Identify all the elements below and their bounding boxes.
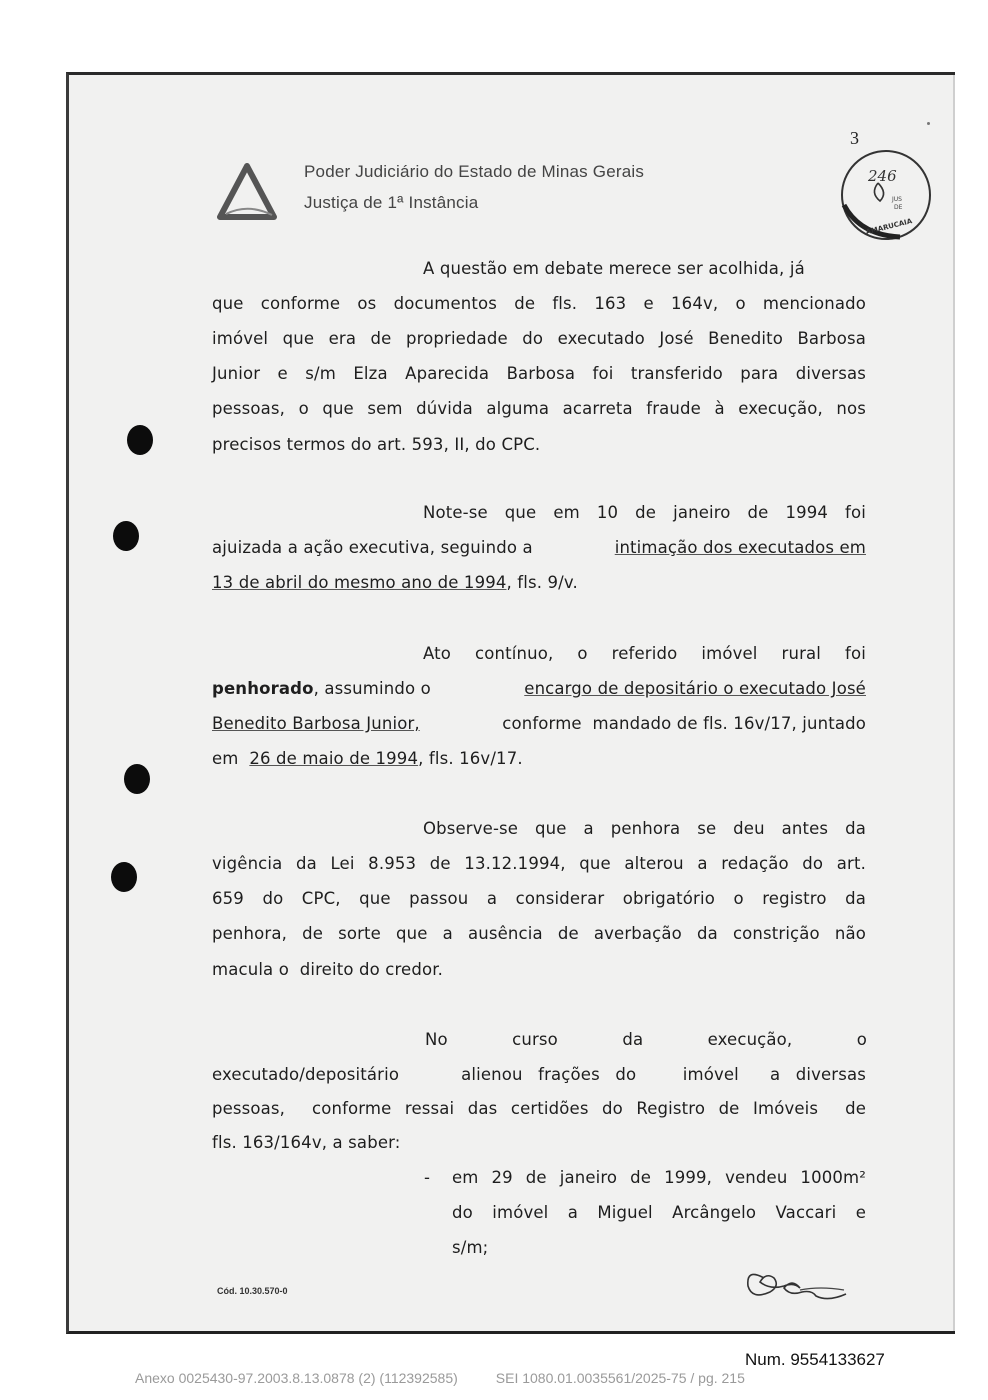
paragraph-1-line-6: precisos termos do art. 593, II, do CPC.	[212, 435, 541, 454]
paragraph-1-line-4: Junior e s/m Elza Aparecida Barbosa foi transferido para diversas	[212, 364, 866, 383]
stamp-handwritten-number: 246	[868, 167, 897, 185]
punch-hole	[124, 764, 150, 794]
paragraph-2-text: ajuizada a ação executiva, seguindo a	[212, 538, 533, 557]
speck	[927, 122, 930, 125]
judiciary-logo-icon	[216, 163, 278, 221]
underlined-depositary-phrase: encargo de depositário o executado José	[524, 679, 866, 698]
paragraph-3-line-4	[212, 749, 523, 768]
sei-reference: SEI 1080.01.0035561/2025-75 / pg. 215	[495, 1370, 745, 1386]
list-item-line-3: s/m;	[452, 1238, 489, 1257]
paragraph-5-line-2: executado/depositário alienou frações do imóvel a diversas	[212, 1065, 866, 1084]
paragraph-3-line-1: Ato contínuo, o referido imóvel rural foi	[423, 644, 866, 663]
header-instance: Justiça de 1ª Instância	[304, 193, 479, 212]
svg-text:JUS: JUS	[892, 196, 902, 203]
paragraph-2-line-2	[212, 538, 866, 557]
paragraph-4-line-4: penhora, de sorte que a ausência de averbação da constrição não	[212, 924, 866, 943]
paragraph-3-warrant-text: conforme mandado de fls. 16v/17, juntado	[496, 714, 866, 733]
word: da	[622, 1030, 644, 1049]
bold-penhorado: penhorado	[212, 679, 314, 698]
header-court-name: Poder Judiciário do Estado de Minas Gerais	[304, 162, 645, 181]
word: curso	[512, 1030, 558, 1049]
paragraph-4-line-2: vigência da Lei 8.953 de 13.12.1994, que alterou a redação do art.	[212, 854, 866, 873]
page-number: 3	[850, 128, 859, 148]
paragraph-3-citation: , fls. 16v/17.	[418, 749, 523, 768]
handwritten-signature-icon	[742, 1260, 852, 1302]
footer-reference	[135, 1370, 745, 1386]
paragraph-3-prefix: em	[212, 749, 250, 768]
svg-text:DE: DE	[894, 204, 903, 211]
annex-reference: Anexo 0025430-97.2003.8.13.0878 (2) (112392585)	[135, 1370, 458, 1386]
paragraph-1-line-2: que conforme os documentos de fls. 163 e 164v, o mencionado	[212, 294, 866, 313]
paragraph-5-line-1	[425, 1030, 867, 1049]
paragraph-4-line-5: macula o direito do credor.	[212, 960, 444, 979]
paragraph-1-line-5: pessoas, o que sem dúvida alguma acarreta fraude à execução, nos	[212, 399, 866, 418]
list-item-line-1: em 29 de janeiro de 1999, vendeu 1000m²	[452, 1168, 866, 1187]
paragraph-4-line-1: Observe-se que a penhora se deu antes da	[423, 819, 866, 838]
svg-text:AMARUCAIA: AMARUCAIA	[864, 217, 913, 237]
list-item-dash: -	[424, 1168, 431, 1187]
underlined-summons-phrase: intimação dos executados em	[614, 538, 866, 557]
paragraph-1-line-3: imóvel que era de propriedade do executado José Benedito Barbosa	[212, 329, 866, 348]
underlined-may-date: 26 de maio de 1994	[249, 749, 419, 768]
paragraph-1-line-1: A questão em debate merece ser acolhida, já	[423, 259, 805, 278]
paragraph-2-line-3	[212, 573, 578, 592]
paragraph-4-line-3: 659 do CPC, que passou a considerar obrigatório o registro da	[212, 889, 866, 908]
word: execução,	[707, 1030, 793, 1049]
paragraph-2-line-1: Note-se que em 10 de janeiro de 1994 foi	[423, 503, 866, 522]
paragraph-3-line-3	[212, 714, 866, 733]
underlined-name-phrase: Benedito Barbosa Junior,	[212, 714, 420, 733]
paragraph-2-citation: , fls. 9/v.	[506, 573, 578, 592]
paragraph-3-text: , assumindo o	[313, 679, 437, 698]
paragraph-5-line-4: fls. 163/164v, a saber:	[212, 1133, 401, 1152]
paragraph-3-line-2	[212, 679, 866, 698]
paragraph-5-line-3: pessoas, conforme ressai das certidões do Registro de Imóveis de	[212, 1099, 866, 1118]
punch-hole	[113, 521, 139, 551]
court-seal-stamp-icon	[830, 143, 934, 243]
document-number: Num. 9554133627	[745, 1350, 885, 1369]
word: No	[425, 1030, 448, 1049]
punch-hole	[127, 425, 153, 455]
underlined-date-phrase: 13 de abril do mesmo ano de 1994	[212, 573, 507, 592]
list-item-line-2: do imóvel a Miguel Arcângelo Vaccari e	[452, 1203, 866, 1222]
page-edge	[953, 75, 955, 1331]
punch-hole	[111, 862, 137, 892]
word: o	[856, 1030, 867, 1049]
form-code: Cód. 10.30.570-0	[217, 1286, 288, 1296]
